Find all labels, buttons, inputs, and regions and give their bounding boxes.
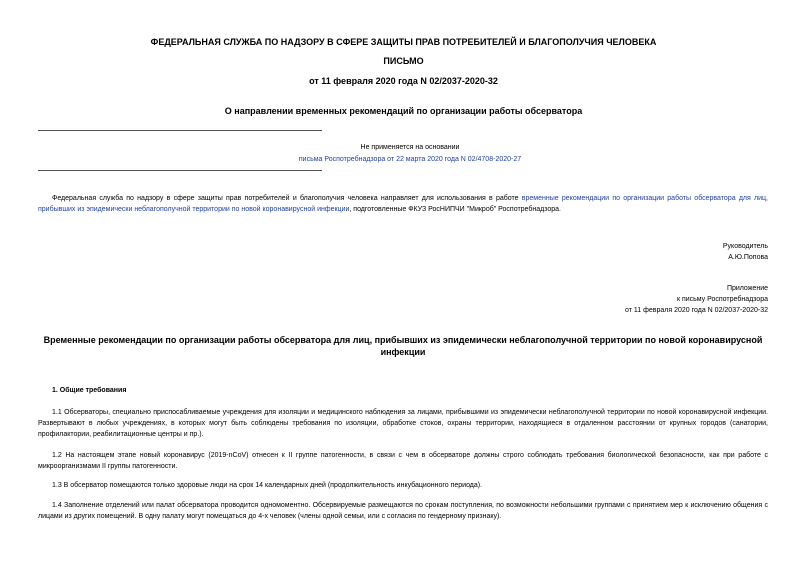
intro-paragraph xyxy=(38,193,768,215)
signature-role: Руководитель xyxy=(722,243,768,250)
paragraph-1-1: 1.1 Обсерваторы, специально приспосабливаемые учреждения для изоляции и медицинского наблюдения за лицами, прибывшими из эпидемически неблагополучной территории по новой коронавирусной инфекции. Развертывают в любых учреждениях, в которых могут быть соблюдены требования по изоляции, обработке стоков, охраны территории, находящиеся в отдаленном расстоянии от крупных городов (санатории, профилактории, реабилитационные центры и пр.). xyxy=(38,409,768,438)
recommendations-link[interactable]: временные рекомендации по организации работы обсерватора для лиц, прибывших из эпидемически неблагополучной территории по новой коронавирусной инфекции xyxy=(38,195,768,213)
signature-block xyxy=(723,241,768,263)
section-heading: 1. Общие требования xyxy=(52,387,127,394)
paragraph-1-4: 1.4 Заполнение отделений или палат обсерватора проводится одномоментно. Обсервируемые размещаются по срокам поступления, по возможности небольшими группами с принятием мер к исключению общения с лицами из других помещений. В одну палату могут помещаться до 4-х человек (члены одной семьи, или с согласия по гендерному признаку). xyxy=(38,502,768,520)
paragraph-1-2: 1.2 На настоящем этапе новый коронавирус (2019-nCoV) отнесен к II группе патогенности, в связи с чем в обсерваторе должны строго соблюдать требования биологической безопасности, как при работе с микроорганизмами II группы патогенности. xyxy=(38,452,768,470)
agency-name: ФЕДЕРАЛЬНАЯ СЛУЖБА ПО НАДЗОРУ В СФЕРЕ ЗАЩИТЫ ПРАВ ПОТРЕБИТЕЛЕЙ И БЛАГОПОЛУЧИЯ ЧЕЛОВЕКА xyxy=(150,37,657,47)
appendix-label: Приложение xyxy=(726,285,768,292)
appendix-date-number: от 11 февраля 2020 года N 02/2037-2020-32 xyxy=(625,307,768,314)
status-note xyxy=(260,142,560,166)
appendix-block xyxy=(625,283,768,316)
divider-top xyxy=(38,130,322,131)
document-date-number: от 11 февраля 2020 года N 02/2037-2020-32 xyxy=(309,76,498,86)
status-note-text: Не применяется на основании xyxy=(360,144,460,151)
signature-name: А.Ю.Попова xyxy=(728,254,768,261)
divider-bottom xyxy=(38,170,322,171)
paragraph-1-3: 1.3 В обсерватор помещаются только здоровые люди на срок 14 календарных дней (продолжительность инкубационного периода). xyxy=(52,482,483,489)
intro-text-after: , подготовленные ФКУЗ РосНИПЧИ "Микроб" Роспотребнадзора. xyxy=(349,206,561,213)
document-type: ПИСЬМО xyxy=(383,56,424,66)
document-subject: О направлении временных рекомендаций по организации работы обсерватора xyxy=(224,106,583,116)
appendix-ref: к письму Роспотребнадзора xyxy=(676,296,768,303)
status-note-link[interactable]: письма Роспотребнадзора от 22 марта 2020 года N 02/4708-2020-27 xyxy=(298,156,522,163)
recommendations-title: Временные рекомендации по организации работы обсерватора для лиц, прибывших из эпидемически неблагополучной территории по новой коронавирусной инфекции xyxy=(43,335,763,357)
intro-text-before: Федеральная служба по надзору в сфере защиты прав потребителей и благополучия человека направляет для использования в работе xyxy=(52,195,522,202)
